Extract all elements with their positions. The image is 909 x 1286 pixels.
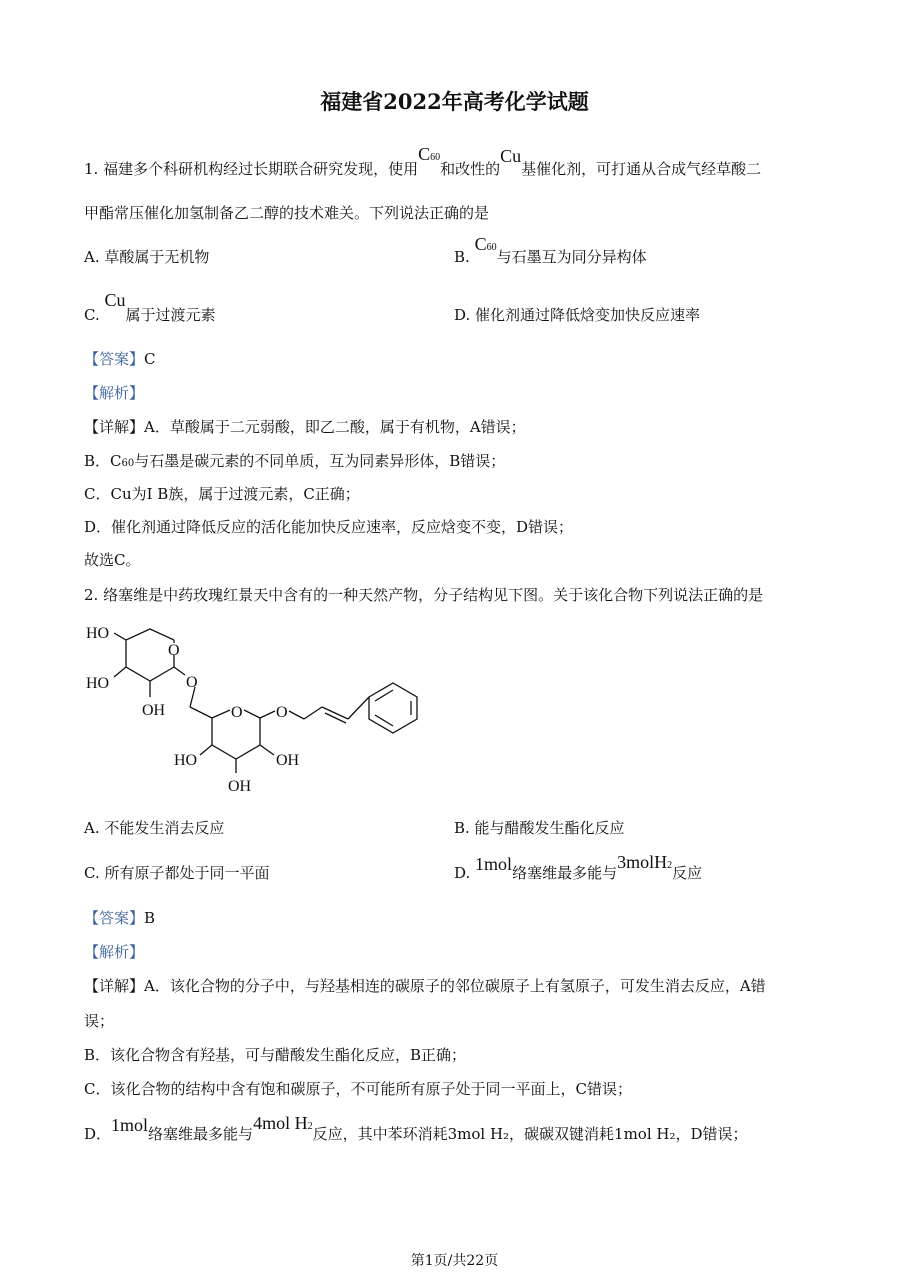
q1-stem-line2: 甲酯常压催化加氢制备乙二醇的技术难关。下列说法正确的是 xyxy=(84,204,490,222)
q1-detail-4: D．催化剂通过降低反应的活化能加快反应速率，反应焓变不变，D错误； xyxy=(84,518,574,536)
q1-option-a: A. 草酸属于无机物 xyxy=(84,248,210,266)
q1-detail-2: B．C60与石墨是碳元素的不同单质，互为同素异形体，B错误； xyxy=(84,452,506,470)
q1-option-d: D. 催化剂通过降低焓变加快反应速率 xyxy=(454,306,701,324)
oh-label-1: OH xyxy=(142,702,166,719)
page-footer: 第1页/共22页 xyxy=(410,1253,499,1269)
glycosidic-oxygen-2: O xyxy=(276,704,288,721)
q1-option-c: C. Cu属于过渡元素 xyxy=(84,290,216,324)
q2-detail-2: B．该化合物含有羟基，可与醋酸发生酯化反应，B正确； xyxy=(84,1046,467,1064)
q2-option-b: B. 能与醋酸发生酯化反应 xyxy=(454,819,625,837)
q1-detail-3: C．Cu为I B族，属于过渡元素，C正确； xyxy=(84,485,360,503)
q2-stem: 2. 络塞维是中药玫瑰红景天中含有的一种天然产物，分子结构见下图。关于该化合物下列说法正确的是 xyxy=(84,586,764,604)
q2-option-a: A. 不能发生消去反应 xyxy=(84,819,225,837)
q2-detail-4: D．1mol络塞维最多能与4mol H2反应，其中苯环消耗3mol H₂，碳碳双键消耗1mol H₂，D错误； xyxy=(84,1113,748,1143)
q1-detail-1: 【详解】A．草酸属于二元弱酸，即乙二酸，属于有机物，A错误； xyxy=(84,418,526,436)
ring-oxygen-1: O xyxy=(168,642,180,659)
cu-symbol: Cu xyxy=(500,146,522,166)
q2-detail-3: C．该化合物的结构中含有饱和碳原子，不可能所有原子处于同一平面上，C错误； xyxy=(84,1080,632,1098)
page-title: 福建省2022年高考化学试题 xyxy=(320,89,589,114)
ho-label-1: HO xyxy=(86,625,110,642)
q1-option-b: B. C60与石墨互为同分异构体 xyxy=(454,234,647,266)
q2-detail-1: 【详解】A．该化合物的分子中，与羟基相连的碳原子的邻位碳原子上有氢原子，可发生消去反应，A错 xyxy=(84,977,766,995)
oh-label-3: OH xyxy=(228,778,252,795)
ho-label-3: HO xyxy=(174,752,198,769)
ring-oxygen-2: O xyxy=(231,704,243,721)
q2-detail-1b: 误； xyxy=(84,1012,115,1030)
q2-answer: 【答案】B xyxy=(84,909,156,927)
q2-option-c: C. 所有原子都处于同一平面 xyxy=(84,864,270,882)
q1-detail-5: 故选C。 xyxy=(84,551,141,569)
q2-analysis-label: 【解析】 xyxy=(84,943,145,961)
oh-label-2: OH xyxy=(276,752,300,769)
molecule-structure-diagram xyxy=(82,615,432,800)
q1-analysis-label: 【解析】 xyxy=(84,384,145,402)
ho-label-2: HO xyxy=(86,675,110,692)
q1-stem-line1: 1. 福建多个科研机构经过长期联合研究发现，使用C60和改性的Cu基催化剂，可打通从合成气经草酸二 xyxy=(84,144,762,178)
q2-option-d: D. 1mol络塞维最多能与3molH2反应 xyxy=(454,852,703,882)
c60-formula: C60 xyxy=(418,144,441,164)
glycosidic-oxygen-1: O xyxy=(186,674,198,691)
q1-answer: 【答案】C xyxy=(84,350,156,368)
